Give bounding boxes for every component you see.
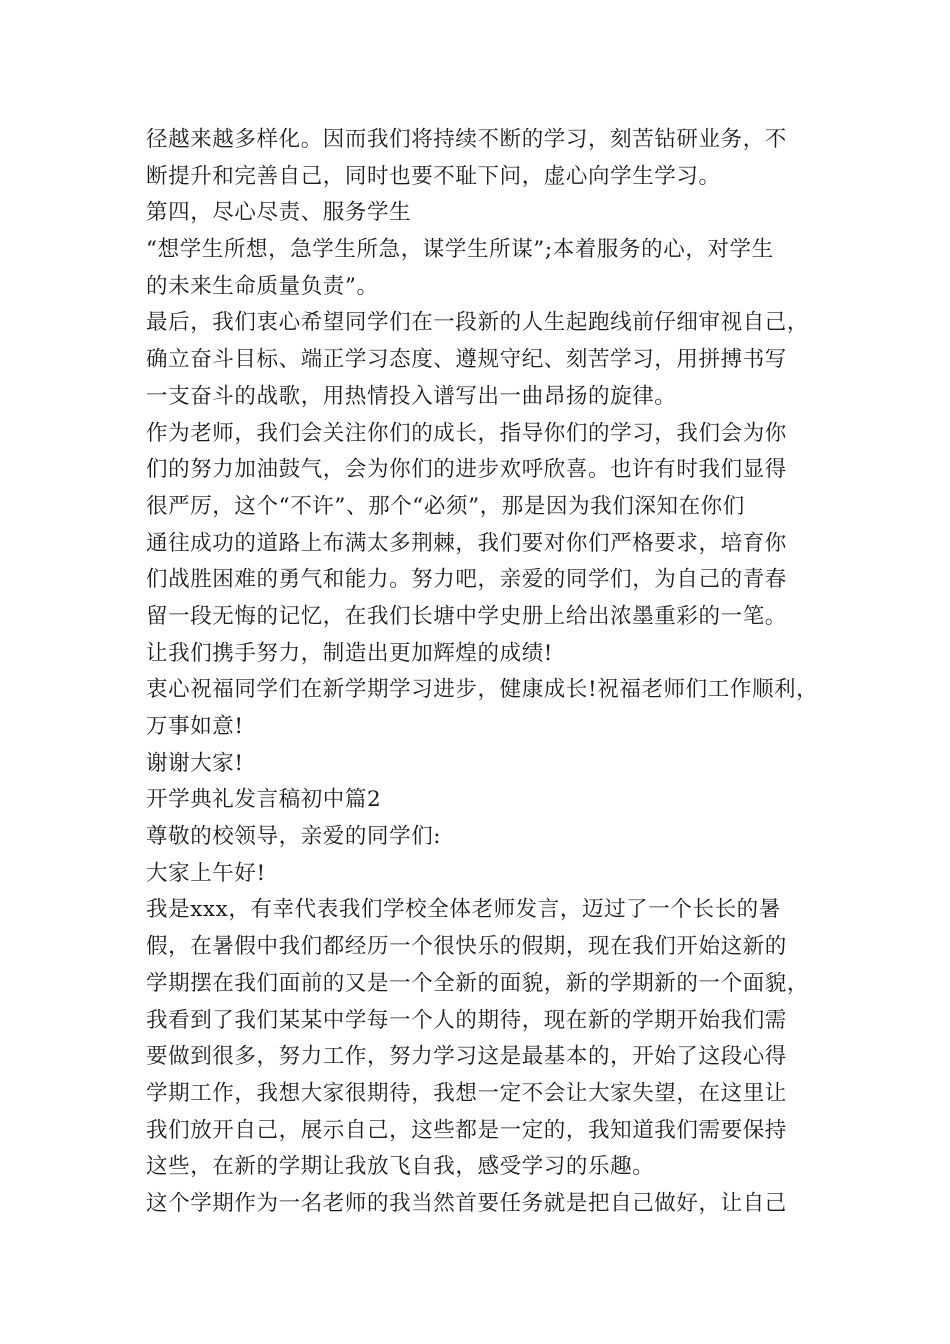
text-line-29: 这些，在新的学期让我放飞自我，感受学习的乐趣。 bbox=[146, 1154, 655, 1180]
text-line-26: 要做到很多，努力工作，努力学习这是最基本的，开始了这段心得 bbox=[146, 1044, 787, 1070]
text-line-22: 我是xxx，有幸代表我们学校全体老师发言，迈过了一个长长的暑 bbox=[146, 897, 781, 923]
text-line-16: 衷心祝福同学们在新学期学习进步，健康成长!祝福老师们工作顺利， bbox=[146, 677, 819, 703]
section-heading: 第四，尽心尽责、服务学生 bbox=[146, 200, 412, 226]
text-line-15: 让我们携手努力，制造出更加辉煌的成绩! bbox=[146, 640, 554, 666]
text-line-23: 假，在暑假中我们都经历一个很快乐的假期，现在我们开始这新的 bbox=[146, 934, 787, 960]
greeting: 大家上午好! bbox=[146, 860, 266, 886]
text-line-18: 谢谢大家! bbox=[146, 750, 244, 776]
text-line-2: 断提升和完善自己，同时也要不耻下问，虚心向学生学习。 bbox=[146, 163, 721, 189]
salutation: 尊敬的校领导，亲爱的同学们: bbox=[146, 824, 442, 850]
text-line-5: 的未来生命质量负责”。 bbox=[146, 273, 379, 299]
text-line-27: 学期工作，我想大家很期待，我想一定不会让大家失望，在这里让 bbox=[146, 1080, 787, 1106]
text-line-25: 我看到了我们某某中学每一个人的期待，现在新的学期开始我们需 bbox=[146, 1007, 787, 1033]
text-line-9: 作为老师，我们会关注你们的成长，指导你们的学习，我们会为你 bbox=[146, 420, 787, 446]
text-line-11: 很严厉，这个“不许”、那个“必须”，那是因为我们深知在你们 bbox=[146, 493, 745, 519]
text-line-28: 我们放开自己，展示自己，这些都是一定的，我知道我们需要保持 bbox=[146, 1117, 787, 1143]
text-line-14: 留一段无悔的记忆，在我们长塘中学史册上给出浓墨重彩的一笔。 bbox=[146, 603, 787, 629]
text-line-24: 学期摆在我们面前的又是一个全新的面貌，新的学期新的一个面貌， bbox=[146, 970, 810, 996]
text-line-30: 这个学期作为一名老师的我当然首要任务就是把自己做好，让自己 bbox=[146, 1190, 787, 1216]
text-line-17: 万事如意! bbox=[146, 714, 244, 739]
text-line-6: 最后，我们衷心希望同学们在一段新的人生起跑线前仔细审视自己， bbox=[146, 310, 810, 336]
text-line-12: 通往成功的道路上布满太多荆棘，我们要对你们严格要求，培育你 bbox=[146, 530, 787, 556]
speech-title: 开学典礼发言稿初中篇2 bbox=[146, 787, 382, 813]
text-line-13: 们战胜困难的勇气和能力。努力吧，亲爱的同学们，为自己的青春 bbox=[146, 567, 787, 593]
text-line-10: 们的努力加油鼓气，会为你们的进步欢呼欣喜。也许有时我们显得 bbox=[146, 457, 787, 483]
text-line-8: 一支奋斗的战歌，用热情投入谱写出一曲昂扬的旋律。 bbox=[146, 383, 677, 409]
text-line-7: 确立奋斗目标、端正学习态度、遵规守纪、刻苦学习，用拼搏书写 bbox=[146, 347, 787, 373]
text-line-1: 径越来越多样化。因而我们将持续不断的学习，刻苦钻研业务，不 bbox=[146, 127, 787, 152]
document-body bbox=[146, 122, 819, 1223]
text-line-4: “想学生所想，急学生所急，谋学生所谋”;本着服务的心，对学生 bbox=[146, 237, 774, 263]
